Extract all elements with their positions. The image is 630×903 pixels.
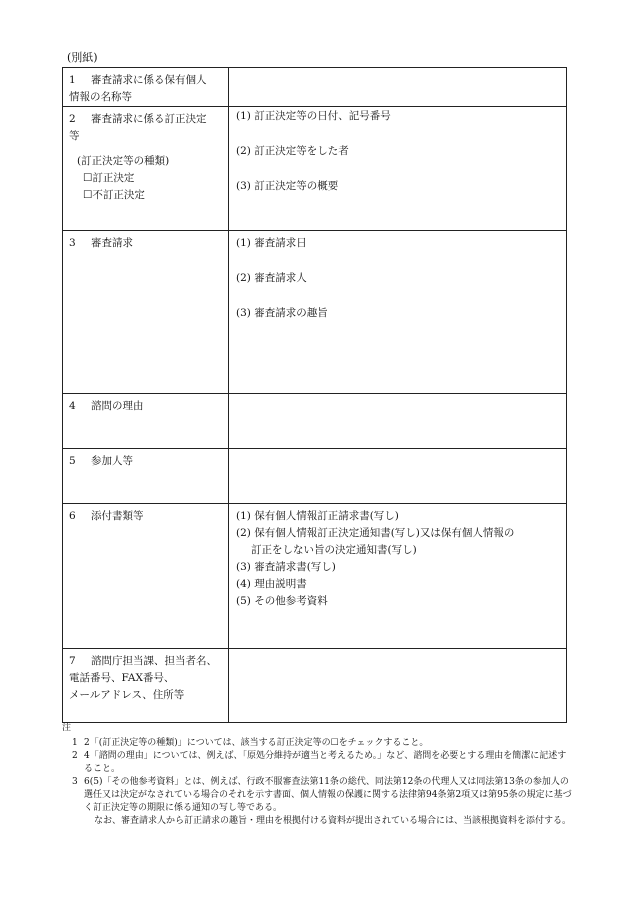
row-attached-documents bbox=[63, 504, 567, 649]
row-contact-info bbox=[63, 649, 567, 723]
row-number: 1 bbox=[69, 74, 76, 86]
item-decision-date: (1) 訂正決定等の日付、記号番号 bbox=[236, 110, 391, 122]
notes-heading: 注 bbox=[62, 723, 72, 733]
label-cell bbox=[63, 231, 229, 394]
note-item bbox=[62, 737, 572, 750]
decision-kind-block bbox=[63, 145, 228, 204]
checkbox-non-correction-decision[interactable]: ☐不訂正決定 bbox=[83, 189, 145, 201]
item-decision-notice-copy: (2) 保有個人情報訂正決定通知書(写し)又は保有個人情報の bbox=[236, 527, 515, 539]
value-cell[interactable] bbox=[229, 107, 567, 231]
item-request-date: (1) 審査請求日 bbox=[236, 237, 307, 249]
item-decision-summary: (3) 訂正決定等の概要 bbox=[236, 180, 339, 192]
label-cell bbox=[63, 649, 229, 723]
value-cell[interactable] bbox=[229, 231, 567, 394]
row-participants bbox=[63, 449, 567, 504]
item-correction-request-copy: (1) 保有個人情報訂正請求書(写し) bbox=[236, 510, 399, 522]
label-cell bbox=[63, 394, 229, 449]
item-other-references: (5) その他参考資料 bbox=[236, 595, 328, 607]
note-text: 2「(訂正決定等の種類)」については、該当する訂正決定等の☐をチェックすること。 bbox=[84, 738, 429, 748]
note-number: 3 bbox=[72, 777, 78, 787]
decision-kind-title: (訂正決定等の種類) bbox=[77, 155, 170, 167]
note-item bbox=[62, 776, 572, 815]
note-number: 2 bbox=[72, 751, 78, 761]
row-number: 5 bbox=[69, 455, 76, 467]
item-requester: (2) 審査請求人 bbox=[236, 272, 307, 284]
row-label: 諮問庁担当課、担当者名、 bbox=[91, 655, 217, 667]
row-label: 添付書類等 bbox=[91, 510, 144, 522]
row-label-cont: 情報の名称等 bbox=[69, 91, 132, 103]
item-review-request-copy: (3) 審査請求書(写し) bbox=[236, 561, 336, 573]
note-supplement: なお、審査請求人から訂正請求の趣旨・理由を根拠付ける資料が提出されている場合には、当該根拠資料を添付する。 bbox=[94, 816, 572, 826]
note-text: 6(5)「その他参考資料」とは、例えば、行政不服審査法第11条の総代、同法第12条の代理人又は同法第13条の参加人の選任又は決定がなされている場合のそれを示す書面、個人情報の保護に関する法律第94条第2項又は第95条の規定に基づく訂正決定等の期限に係る通知の写し等である。 bbox=[84, 777, 572, 813]
row-label: 審査請求 bbox=[91, 237, 133, 249]
row-inquiry-reason bbox=[63, 394, 567, 449]
checkbox-correction-decision[interactable]: ☐訂正決定 bbox=[83, 172, 135, 184]
row-label: 審査請求に係る保有個人 bbox=[91, 74, 207, 86]
item-reason-statement: (4) 理由説明書 bbox=[236, 578, 307, 590]
value-cell[interactable] bbox=[229, 449, 567, 504]
notes-section bbox=[62, 722, 572, 828]
row-review-request bbox=[63, 231, 567, 394]
row-label: 参加人等 bbox=[91, 455, 133, 467]
row-label-cont: 電話番号、FAX番号、 bbox=[69, 672, 175, 684]
row-number: 7 bbox=[69, 655, 76, 667]
row-label: 審査請求に係る訂正決定 bbox=[91, 113, 207, 125]
label-cell bbox=[63, 107, 229, 231]
label-cell bbox=[63, 68, 229, 107]
row-number: 3 bbox=[69, 237, 76, 249]
label-cell bbox=[63, 504, 229, 649]
item-request-purpose: (3) 審査請求の趣旨 bbox=[236, 307, 328, 319]
note-text: 4「諮問の理由」については、例えば、「原処分維持が適当と考えるため。」など、諮問を必要とする理由を簡潔に記述すること。 bbox=[84, 751, 567, 774]
row-label-cont: メールアドレス、住所等 bbox=[69, 689, 185, 701]
row-label: 諮問の理由 bbox=[91, 400, 144, 412]
item-decision-maker: (2) 訂正決定等をした者 bbox=[236, 145, 349, 157]
value-cell[interactable] bbox=[229, 649, 567, 723]
label-cell bbox=[63, 449, 229, 504]
note-number: 1 bbox=[72, 738, 78, 748]
annex-label: (別紙) bbox=[67, 51, 98, 64]
inquiry-form-table bbox=[62, 67, 567, 723]
row-number: 4 bbox=[69, 400, 76, 412]
item-decision-notice-copy-cont: 訂正をしない旨の決定通知書(写し) bbox=[251, 544, 417, 556]
row-number: 2 bbox=[69, 113, 76, 125]
row-correction-decision bbox=[63, 107, 567, 231]
row-number: 6 bbox=[69, 510, 76, 522]
row-label-cont: 等 bbox=[69, 130, 80, 142]
value-cell[interactable] bbox=[229, 394, 567, 449]
value-cell[interactable] bbox=[229, 504, 567, 649]
note-item bbox=[62, 750, 572, 776]
value-cell[interactable] bbox=[229, 68, 567, 107]
row-personal-info-name bbox=[63, 68, 567, 107]
